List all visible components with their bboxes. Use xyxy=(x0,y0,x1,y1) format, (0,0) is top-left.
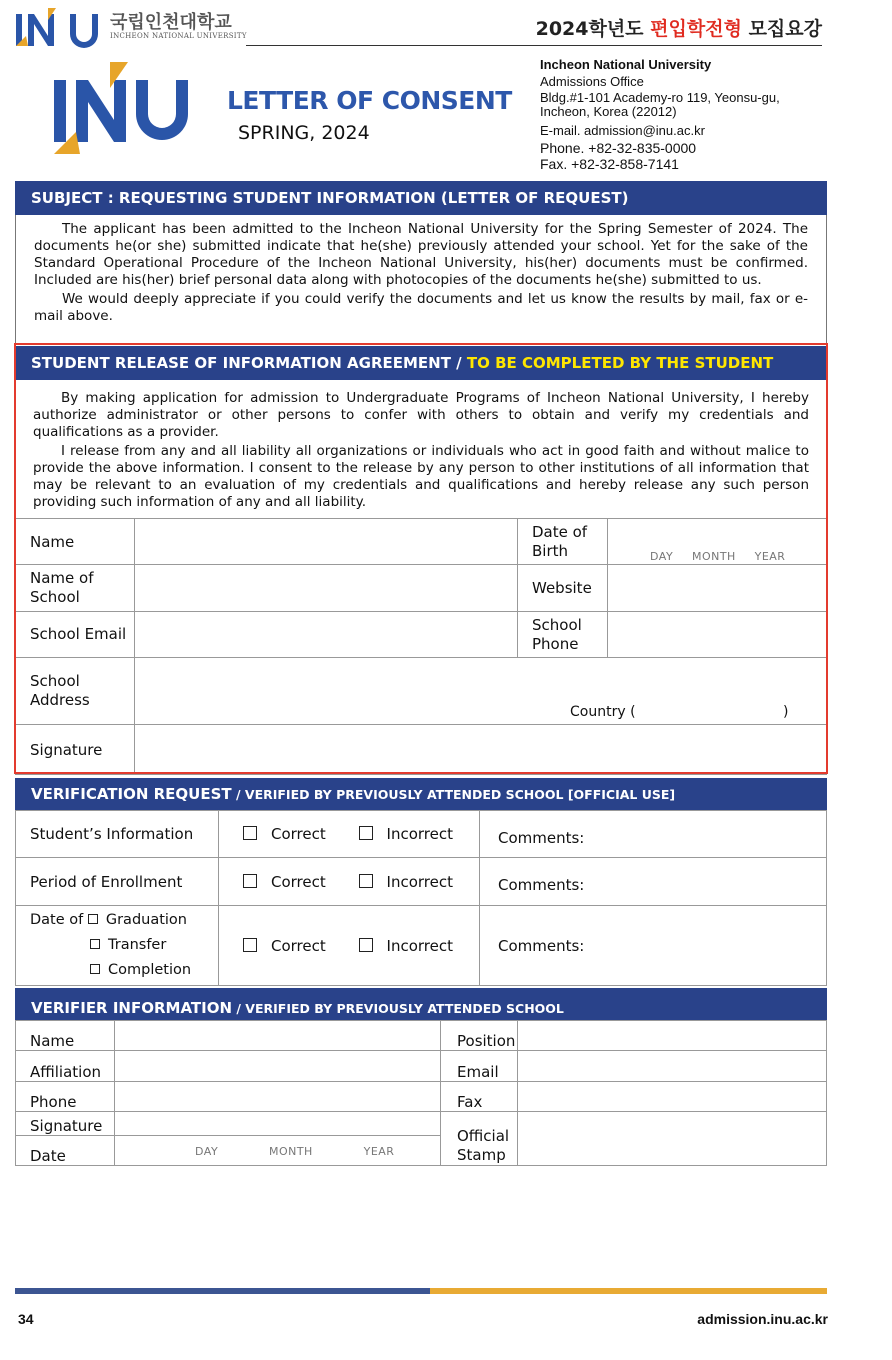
verifier-signature-field[interactable] xyxy=(115,1112,441,1136)
verify-row-date-of: Date of Graduation Transfer Completion xyxy=(16,906,219,986)
official-stamp-field[interactable] xyxy=(518,1112,827,1166)
checkbox-icon xyxy=(359,938,373,952)
verifier-date-field[interactable] xyxy=(115,1136,441,1166)
verifier-label-name: Name xyxy=(16,1021,115,1051)
student-info-table xyxy=(15,518,827,775)
enrollment-incorrect[interactable]: Incorrect xyxy=(359,873,453,891)
document-title: LETTER OF CONSENT xyxy=(227,86,512,115)
verifier-phone-field[interactable] xyxy=(115,1082,441,1112)
subject-paragraph-2: We would deeply appreciate if you could verify the documents and let us know the results by mail, fax or e-mail above. xyxy=(34,291,808,324)
option-graduation[interactable]: Graduation xyxy=(88,912,187,928)
label-signature: Signature xyxy=(16,725,135,775)
country-label: Country ( xyxy=(570,704,636,720)
date-of-comments[interactable]: Comments: xyxy=(480,906,827,986)
subject-paragraph-1: The applicant has been admitted to the Incheon National University for the Spring Semester of 2024. The documents he(or she) submitted indicate that he(she) previously attended your school. Yet for the sake of the Standard Operational Procedure of the Incheon National University, his(her) documents must be confirmed. Included are his(her) brief personal data along with photocopies of the documents he(she) submitted to us. xyxy=(34,221,808,288)
address-fax: Fax. +82-32-858-7141 xyxy=(540,156,679,172)
verifier-fax-field[interactable] xyxy=(518,1082,827,1112)
label-dob: Date of Birth xyxy=(518,519,608,565)
address-email: E-mail. admission@inu.ac.kr xyxy=(540,123,705,138)
date-month-label: MONTH xyxy=(268,1145,313,1158)
verifier-label-fax: Fax xyxy=(441,1082,518,1112)
verifier-affiliation-field[interactable] xyxy=(115,1051,441,1082)
release-body xyxy=(15,380,827,519)
verifier-label-affiliation: Affiliation xyxy=(16,1051,115,1082)
country-close-paren: ) xyxy=(783,704,789,720)
office-address-block xyxy=(540,57,825,173)
verify-row-student-info: Student’s Information xyxy=(16,811,219,858)
release-paragraph-1: By making application for admission to Undergraduate Programs of Incheon National University, I hereby authorize administrator or other persons to confer with others to obtain and verify my credentials and qualifications as a provider. xyxy=(33,390,809,440)
address-office: Admissions Office xyxy=(540,73,644,89)
footer-website: admission.inu.ac.kr xyxy=(697,1311,828,1327)
school-name-field[interactable] xyxy=(135,565,518,612)
dob-field[interactable] xyxy=(608,519,827,565)
subject-body xyxy=(15,215,827,343)
date-of-options xyxy=(219,906,480,986)
address-phone: Phone. +82-32-835-0000 xyxy=(540,139,697,156)
verifier-label-email: Email xyxy=(441,1051,518,1082)
date-day-label: DAY xyxy=(195,1145,219,1158)
date-year-label: YEAR xyxy=(363,1145,395,1158)
release-paragraph-2: I release from any and all liability all organizations or individuals who act in good faith and without malice to provide the above information. I consent to the release by any person to other institutions of all information that may be relevant to an evaluation of my credentials and qualifications and hereby release any such person providing such information of any and all liability. xyxy=(33,443,809,510)
verifier-table xyxy=(15,1020,827,1166)
footer-bar-blue xyxy=(15,1288,430,1294)
verifier-email-field[interactable] xyxy=(518,1051,827,1082)
verifier-label-date: Date xyxy=(16,1136,115,1166)
school-email-field[interactable] xyxy=(135,612,518,658)
student-info-incorrect[interactable]: Incorrect xyxy=(359,825,453,843)
dob-day-label: DAY xyxy=(650,550,674,563)
verifier-name-field[interactable] xyxy=(115,1021,441,1051)
verifier-position-field[interactable] xyxy=(518,1021,827,1051)
checkbox-icon xyxy=(243,938,257,952)
university-name-english: INCHEON NATIONAL UNIVERSITY xyxy=(110,32,247,40)
footer-bar-gold xyxy=(430,1288,827,1294)
inu-large-logo xyxy=(50,58,200,158)
verifier-label-stamp: Official Stamp xyxy=(441,1112,518,1166)
verify-row-enrollment: Period of Enrollment xyxy=(16,858,219,906)
student-name-field[interactable] xyxy=(135,519,518,565)
subject-heading: SUBJECT : REQUESTING STUDENT INFORMATION (LETTER OF REQUEST) xyxy=(15,181,827,215)
verifier-label-position: Position xyxy=(441,1021,518,1051)
school-phone-field[interactable] xyxy=(608,612,827,658)
checkbox-icon xyxy=(90,939,100,949)
dob-month-label: MONTH xyxy=(691,550,736,563)
address-university: Incheon National University xyxy=(540,57,712,72)
dob-year-label: YEAR xyxy=(754,550,786,563)
label-name: Name xyxy=(16,519,135,565)
enrollment-correct[interactable]: Correct xyxy=(243,873,326,891)
option-transfer[interactable]: Transfer xyxy=(30,933,218,958)
page-number: 34 xyxy=(18,1311,34,1327)
verifier-label-signature: Signature xyxy=(16,1112,115,1136)
student-info-correct[interactable]: Correct xyxy=(243,825,326,843)
verification-heading: VERIFICATION REQUEST / VERIFIED BY PREVIOUSLY ATTENDED SCHOOL [OFFICIAL USE] xyxy=(15,778,827,810)
header-divider xyxy=(246,45,822,46)
checkbox-icon xyxy=(359,874,373,888)
inu-small-logo xyxy=(14,6,106,57)
release-heading: STUDENT RELEASE OF INFORMATION AGREEMENT / TO BE COMPLETED BY THE STUDENT xyxy=(15,346,827,380)
verification-table xyxy=(15,810,827,986)
student-info-comments[interactable]: Comments: xyxy=(480,811,827,858)
address-street: Bldg.#1-101 Academy-ro 119, Yeonsu-gu, Incheon, Korea (22012) xyxy=(540,90,780,119)
date-of-incorrect[interactable]: Incorrect xyxy=(359,937,453,955)
checkbox-icon xyxy=(243,826,257,840)
student-signature-field[interactable] xyxy=(135,725,827,775)
date-of-correct[interactable]: Correct xyxy=(243,937,326,955)
label-website: Website xyxy=(518,565,608,612)
checkbox-icon xyxy=(359,826,373,840)
checkbox-icon xyxy=(90,964,100,974)
university-name-korean: 국립인천대학교 xyxy=(110,12,232,33)
enrollment-comments[interactable]: Comments: xyxy=(480,858,827,906)
label-school-name: Name of School xyxy=(16,565,135,612)
option-completion[interactable]: Completion xyxy=(30,958,218,983)
label-school-email: School Email xyxy=(16,612,135,658)
checkbox-icon xyxy=(243,874,257,888)
label-school-address: School Address xyxy=(16,658,135,725)
label-school-phone: School Phone xyxy=(518,612,608,658)
school-address-field[interactable] xyxy=(135,658,827,725)
student-info-options xyxy=(219,811,480,858)
enrollment-options xyxy=(219,858,480,906)
document-subtitle: SPRING, 2024 xyxy=(238,122,370,144)
page-header-title: 2024학년도 편입학전형 모집요강 xyxy=(535,18,822,40)
checkbox-icon xyxy=(88,914,98,924)
verifier-label-phone: Phone xyxy=(16,1082,115,1112)
website-field[interactable] xyxy=(608,565,827,612)
verifier-heading: VERIFIER INFORMATION / VERIFIED BY PREVIOUSLY ATTENDED SCHOOL xyxy=(15,988,827,1020)
